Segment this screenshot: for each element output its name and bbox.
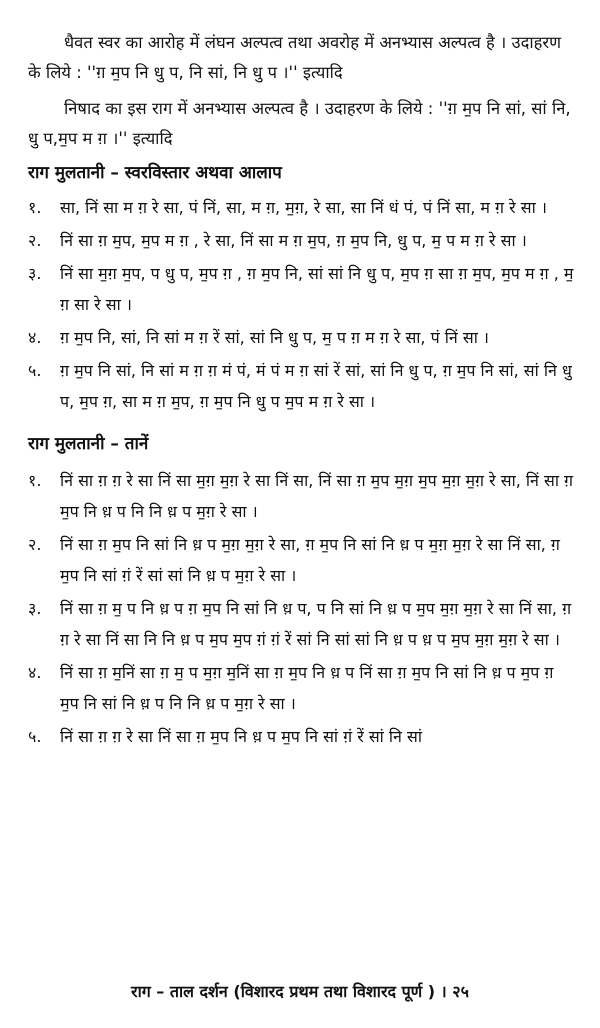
item-text: निं सा ग़ म॒ प नि ध़ प ग़ म॒प नि सां नि ध़ प, प नि सां नि ध़ प म॒प म॒ग़ म॒ग़ रे सा निं सा, ग़ ग़ रे सा निं सा नि नि ध़ प म॒प म॒प ग़ं ग़ं रें सां नि सां सां नि ध़ प ध़ प म॒प म॒ग़ म॒ग़ रे सा । bbox=[60, 599, 572, 649]
item-number: ४. bbox=[28, 663, 42, 682]
taan-item bbox=[28, 465, 576, 527]
item-number: ४. bbox=[28, 328, 42, 347]
alap-item bbox=[28, 225, 576, 256]
item-text: निं सा ग़ म॒प नि सां नि ध़ प म॒ग़ म॒ग़ रे सा, ग़ म॒प नि सां नि ध़ प म॒ग़ म॒ग़ रे सा निं सा, ग़ म॒प नि सां ग़ं रें सां सां नि ध़ प म॒ग़ रे सा । bbox=[60, 535, 560, 585]
intro-paragraph-dhaivat: धैवत स्वर का आरोह में लंघन अल्पत्व तथा अवरोह में अनभ्यास अल्पत्व है । उदाहरण के लिये : ''ग़ म॒प नि धु प, नि सां, नि धु प ।'' इत्यादि bbox=[28, 33, 562, 82]
taan-list bbox=[28, 465, 576, 752]
item-text: सा, निं सा म ग़ रे सा, पं निं, सा, म ग़, म॒ग़, रे सा, सा निं धं पं, पं निं सा, म ग़ रे सा । bbox=[60, 198, 547, 217]
alap-list bbox=[28, 192, 576, 417]
item-number: २. bbox=[28, 231, 42, 250]
page-content bbox=[28, 28, 576, 754]
item-number: ३. bbox=[28, 264, 42, 283]
taan-heading: राग मुलतानी – तानें bbox=[28, 434, 149, 454]
taan-item bbox=[28, 529, 576, 591]
item-number: १. bbox=[28, 471, 42, 490]
item-text: निं सा ग़ म॒प, म॒प म ग़ , रे सा, निं सा म ग़ म॒प, ग़ म॒प नि, धु प, म॒ प म ग़ रे सा । bbox=[60, 231, 527, 250]
item-text: निं सा ग़ ग़ रे सा निं सा ग़ म॒प नि ध़ प म॒प नि सां ग़ं रें सां नि सां bbox=[60, 727, 422, 746]
alap-item bbox=[28, 355, 576, 417]
taan-item bbox=[28, 657, 576, 719]
item-number: ५. bbox=[28, 727, 42, 746]
intro-paragraph-nishad: निषाद का इस राग में अनभ्यास अल्पत्व है । उदाहरण के लिये : ''ग़ म॒प नि सां, सां नि, धु प,म॒प म ग़ ।'' इत्यादि bbox=[28, 99, 571, 148]
item-number: ३. bbox=[28, 599, 42, 618]
alap-heading: राग मुलतानी – स्वरविस्तार अथवा आलाप bbox=[28, 163, 282, 183]
taan-item bbox=[28, 721, 576, 752]
item-text: निं सा म॒ग़ म॒प, प धु प, म॒प ग़ , ग़ म॒प नि, सां सां नि धु प, म॒प ग़ सा ग़ म॒प, म॒प म ग़ , म॒ ग़ सा रे सा । bbox=[60, 264, 574, 314]
item-text: ग़ म॒प नि, सां, नि सां म ग़ रें सां, सां नि धु प, म॒ प ग़ म ग़ रे सा, पं निं सा । bbox=[60, 328, 489, 347]
page-footer: राग – ताल दर्शन (विशारद प्रथम तथा विशारद पूर्ण ) । २५ bbox=[131, 982, 469, 1001]
item-text: ग़ म॒प नि सां, नि सां म ग़ ग़ मं पं, मं पं म ग़ सां रें सां, सां नि धु प, ग़ म॒प नि सां, सां नि धु प, म॒प ग़, सा म ग़ म॒प, ग़ म॒प नि धु प म॒प म ग़ रे सा । bbox=[60, 361, 572, 411]
alap-item bbox=[28, 192, 576, 223]
item-number: २. bbox=[28, 535, 42, 554]
taan-item bbox=[28, 593, 576, 655]
item-text: निं सा ग़ म॒निं सा ग़ म॒ प म॒ग़ म॒निं सा ग़ म॒प नि ध़ प निं सा ग़ म॒प नि सां नि ध़ प म॒प ग़ म॒प नि सां नि ध़ प नि नि ध़ प म॒ग़ रे सा । bbox=[60, 663, 554, 713]
item-text: निं सा ग़ ग़ रे सा निं सा म॒ग़ म॒ग़ रे सा निं सा, निं सा ग़ म॒प म॒ग़ म॒प म॒ग़ म॒ग़ रे सा, निं सा ग़ म॒प नि ध़ प नि नि ध़ प म॒ग़ रे सा । bbox=[60, 471, 574, 521]
alap-item bbox=[28, 322, 576, 353]
alap-item bbox=[28, 258, 576, 320]
item-number: ५. bbox=[28, 361, 42, 380]
item-number: १. bbox=[28, 198, 42, 217]
